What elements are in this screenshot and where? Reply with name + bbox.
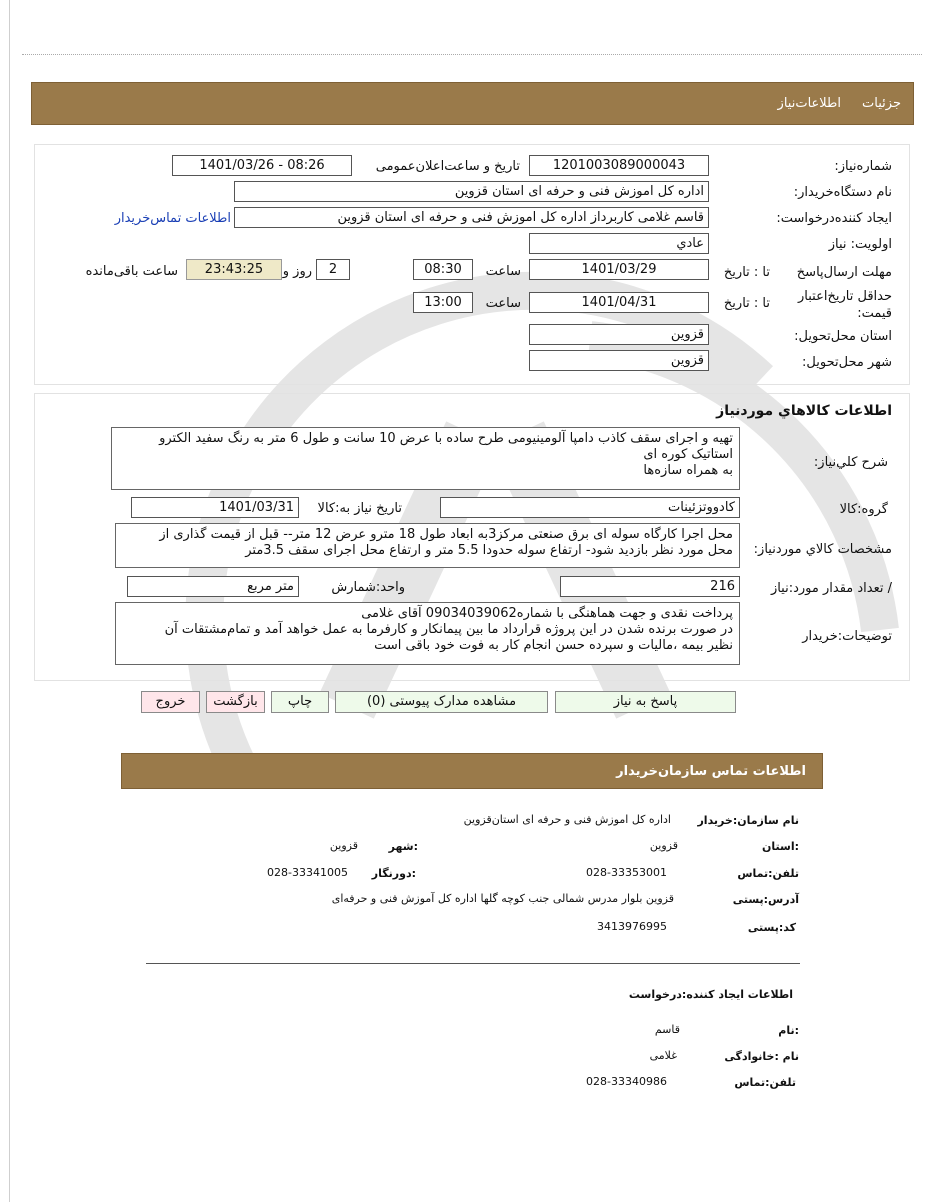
deadline-until-label: تا : تاریخ	[723, 265, 770, 280]
goods-group-label: گروه‌:کالا	[839, 502, 888, 517]
buyer-contact-header	[121, 753, 823, 789]
org-name-label: نام سازمان‌:خریدار	[697, 814, 799, 827]
tab-need-info[interactable]: اطلاعات‌نیاز	[777, 96, 841, 111]
quantity-field: 216	[560, 576, 740, 597]
priority-label: اولویت: نیاز	[828, 237, 892, 252]
validity-until-label: تا : تاریخ	[723, 296, 770, 311]
contact-fax-value: 028-33341005	[267, 866, 348, 879]
buyer-notes-label: توضیحات:خریدار	[802, 629, 892, 644]
unit-label: واحد‌:شمارش	[331, 580, 405, 595]
buyer-notes-box	[115, 602, 740, 665]
requester-name-value: قاسم	[654, 1023, 680, 1036]
remaining-label: ساعت باقی‌مانده	[85, 264, 178, 279]
back-button[interactable]: بازگشت	[206, 691, 265, 713]
need-date-label: تاریخ نیاز به‌:کالا	[317, 501, 402, 516]
need-number-label: شماره‌نیاز:	[834, 159, 892, 174]
announce-datetime-field: 1401/03/26 - 08:26	[172, 155, 352, 176]
province-field: قزوین	[529, 324, 709, 345]
deadline-time-label: ساعت	[485, 264, 521, 279]
city-field: قزوین	[529, 350, 709, 371]
goods-group-field: کادووتزئینات	[440, 497, 740, 518]
contact-phone-label: تلفن‌:تماس	[737, 867, 799, 880]
spec-label: مشخصات کالاي مورد‌نیاز:	[753, 542, 892, 557]
priority-field: عادي	[529, 233, 709, 254]
requester-family-label: نام :خانوادگی	[724, 1050, 799, 1063]
province-label: استان محل‌تحویل:	[794, 329, 892, 344]
days-label: روز و	[282, 264, 312, 279]
description-box	[111, 427, 740, 490]
validity-time-label: ساعت	[485, 296, 521, 311]
description-line: به همراه سازه‌ها	[643, 463, 733, 478]
notes-line: در صورت برنده شدن در این پروژه قرارداد ما بین پیمانکار و کارفرما به عمل خواهد آمد و تمام‌مشتقات آن	[164, 622, 733, 637]
contact-fax-label: :دورنگار	[371, 867, 416, 880]
requester-phone-value: 028-33340986	[586, 1075, 667, 1088]
exit-button[interactable]: خروج	[141, 691, 200, 713]
contact-address-label: آدرس‌:پستی	[732, 893, 799, 906]
top-dotted-divider	[22, 54, 922, 55]
notes-line: پرداخت نقدی و جهت هماهنگی با شماره09034039062 آقای غلامی	[361, 606, 733, 621]
goods-section-title: اطلاعات کالاهاي موردنیاز	[716, 403, 892, 419]
respond-button[interactable]: پاسخ به نیاز	[555, 691, 736, 713]
announce-datetime-label: تاریخ و ساعت‌اعلان‌عمومی	[375, 159, 520, 174]
contact-province-value: قزوین	[649, 839, 678, 852]
unit-field: متر مربع	[127, 576, 299, 597]
spec-box	[115, 523, 740, 568]
contact-address-value: قزوین بلوار مدرس شمالی جنب کوچه گلها اداره کل آموزش فنی و حرفه‌ای	[331, 892, 674, 905]
tab-details[interactable]: جزئیات	[862, 96, 901, 111]
description-line: استاتیک کوره ای	[643, 447, 733, 462]
need-date-field: 1401/03/31	[131, 497, 299, 518]
description-line: تهیه و اجرای سقف کاذب دامپا آلومینیومی طرح ساده با عرض 10 سانت و طول 6 متر به رنگ سفید الکترو	[159, 431, 733, 446]
contact-phone-value: 028-33353001	[586, 866, 667, 879]
contact-divider	[146, 963, 800, 964]
validity-date-field: 1401/04/31	[529, 292, 709, 313]
remaining-time-field: 23:43:25	[186, 259, 282, 280]
requester-phone-label: تلفن‌:تماس	[734, 1076, 796, 1089]
requester-family-value: غلامی	[649, 1049, 677, 1062]
deadline-label: مهلت ارسال‌پاسخ	[796, 265, 892, 280]
validity-time-field: 13:00	[413, 292, 473, 313]
buyer-contact-title: اطلاعات تماس سازمان‌خریدار	[616, 764, 806, 779]
remaining-days-field: 2	[316, 259, 350, 280]
need-number-field: 1201003089000043	[529, 155, 709, 176]
top-tab-bar	[31, 82, 914, 125]
spec-line: محل مورد نظر بازدید شود- ارتفاع سوله حدودا 5.5 متر و ارتفاع محل اجرای سقف 3.5متر	[245, 543, 733, 558]
description-label: شرح کلي‌نیاز:	[813, 455, 888, 470]
contact-city-value: قزوین	[329, 839, 358, 852]
print-button[interactable]: چاپ	[271, 691, 329, 713]
notes-line: نظیر بیمه ،مالیات و سپرده حسن انجام کار به فوت خود باقی است	[374, 638, 733, 653]
buyer-org-label: نام دستگاه‌خریدار:	[793, 185, 892, 200]
requester-title: اطلاعات ایجاد کننده‌:درخواست	[628, 988, 793, 1001]
creator-field: قاسم غلامی کاربرداز اداره کل اموزش فنی و حرفه ای استان قزوین	[234, 207, 709, 228]
contact-postal-value: 3413976995	[597, 920, 667, 933]
spec-line: محل اجرا کارگاه سوله ای برق صنعتی مرکز3به ابعاد طول 18 مترو عرض 12 متر-- قبل از قیمت گذاری از	[159, 527, 733, 542]
deadline-date-field: 1401/03/29	[529, 259, 709, 280]
requester-name-label: :نام	[778, 1024, 799, 1037]
city-label: شهر محل‌تحویل:	[802, 355, 892, 370]
contact-province-label: :استان	[762, 840, 799, 853]
contact-city-label: :شهر	[388, 840, 418, 853]
validity-label: حداقل تاریخ‌اعتبار قیمت:	[798, 289, 892, 321]
creator-label: ایجاد کننده‌درخواست:	[776, 211, 892, 226]
org-name-value: اداره کل اموزش فنی و حرفه ای استان‌قزوین	[463, 813, 671, 826]
contact-postal-label: کد‌:پستی	[747, 921, 796, 934]
buyer-contact-link[interactable]: اطلاعات تماس‌خریدار	[114, 211, 231, 226]
quantity-label: / تعداد مقدار مورد‌:نیاز	[770, 581, 892, 596]
buyer-org-field: اداره کل اموزش فنی و حرفه ای استان قزوین	[234, 181, 709, 202]
view-attachments-button[interactable]: مشاهده مدارک پیوستی (0)	[335, 691, 548, 713]
page-left-border	[9, 0, 10, 1202]
deadline-time-field: 08:30	[413, 259, 473, 280]
